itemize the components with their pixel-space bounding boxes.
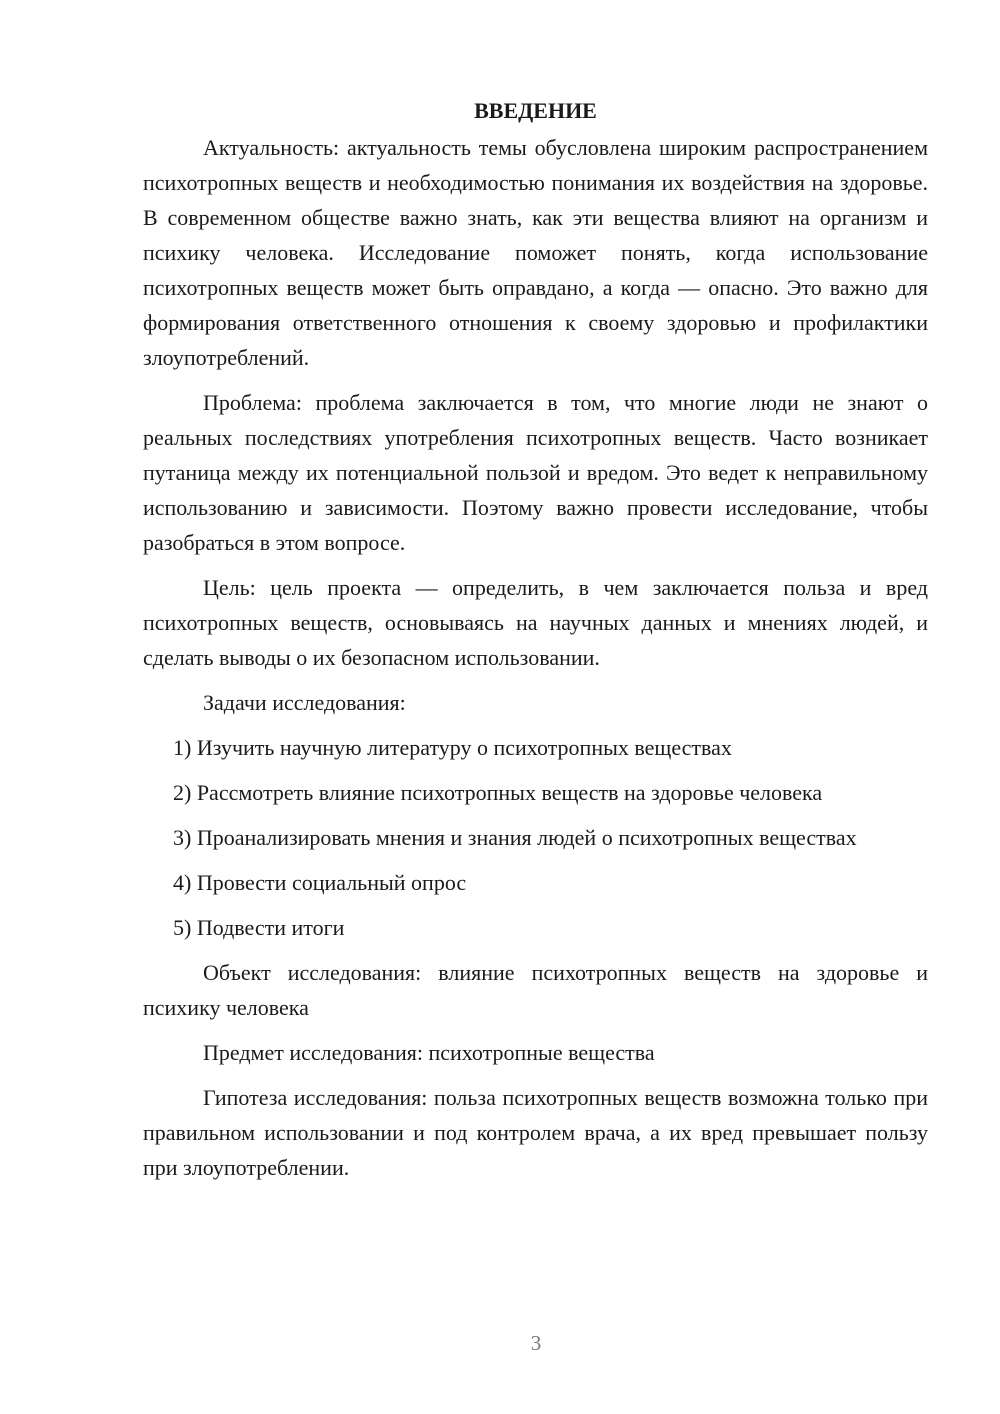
task-item: 2) Рассмотреть влияние психотропных веществ на здоровье человека <box>173 780 823 805</box>
tasks-heading: Задачи исследования: <box>203 690 406 715</box>
page-number: 3 <box>530 1331 542 1355</box>
task-item: 1) Изучить научную литературу о психотропных веществах <box>173 735 732 760</box>
relevance-paragraph: Актуальность: актуальность темы обусловлена широким распространением психотропных веществ и необходимостью понимания их воздействия на здоровье. В современном обществе важно знать, как эти вещества влияют на организм и психику человека. Исследование поможет понять, когда использование психотропных веществ может быть оправдано, а когда — опасно. Это важно для формирования ответственного отношения к своему здоровью и профилактики злоупотреблений. <box>143 135 928 370</box>
task-item: 5) Подвести итоги <box>173 915 345 940</box>
subject-paragraph: Предмет исследования: психотропные вещества <box>203 1040 655 1065</box>
goal-paragraph: Цель: цель проекта — определить, в чем заключается польза и вред психотропных веществ, основываясь на научных данных и мнениях людей, и сделать выводы о их безопасном использовании. <box>143 575 928 670</box>
section-title: ВВЕДЕНИЕ <box>474 98 597 123</box>
page-content <box>143 93 928 1195</box>
problem-paragraph: Проблема: проблема заключается в том, что многие люди не знают о реальных последствиях употребления психотропных веществ. Часто возникает путаница между их потенциальной пользой и вредом. Это ведет к неправильному использованию и зависимости. Поэтому важно провести исследование, чтобы разобраться в этом вопросе. <box>143 390 928 555</box>
task-item: 3) Проанализировать мнения и знания людей о психотропных веществах <box>173 825 857 850</box>
object-paragraph: Объект исследования: влияние психотропных веществ на здоровье и психику человека <box>143 960 928 1020</box>
task-item: 4) Провести социальный опрос <box>173 870 467 895</box>
hypothesis-paragraph: Гипотеза исследования: польза психотропных веществ возможна только при правильном использовании и под контролем врача, а их вред превышает пользу при злоупотреблении. <box>143 1085 928 1180</box>
